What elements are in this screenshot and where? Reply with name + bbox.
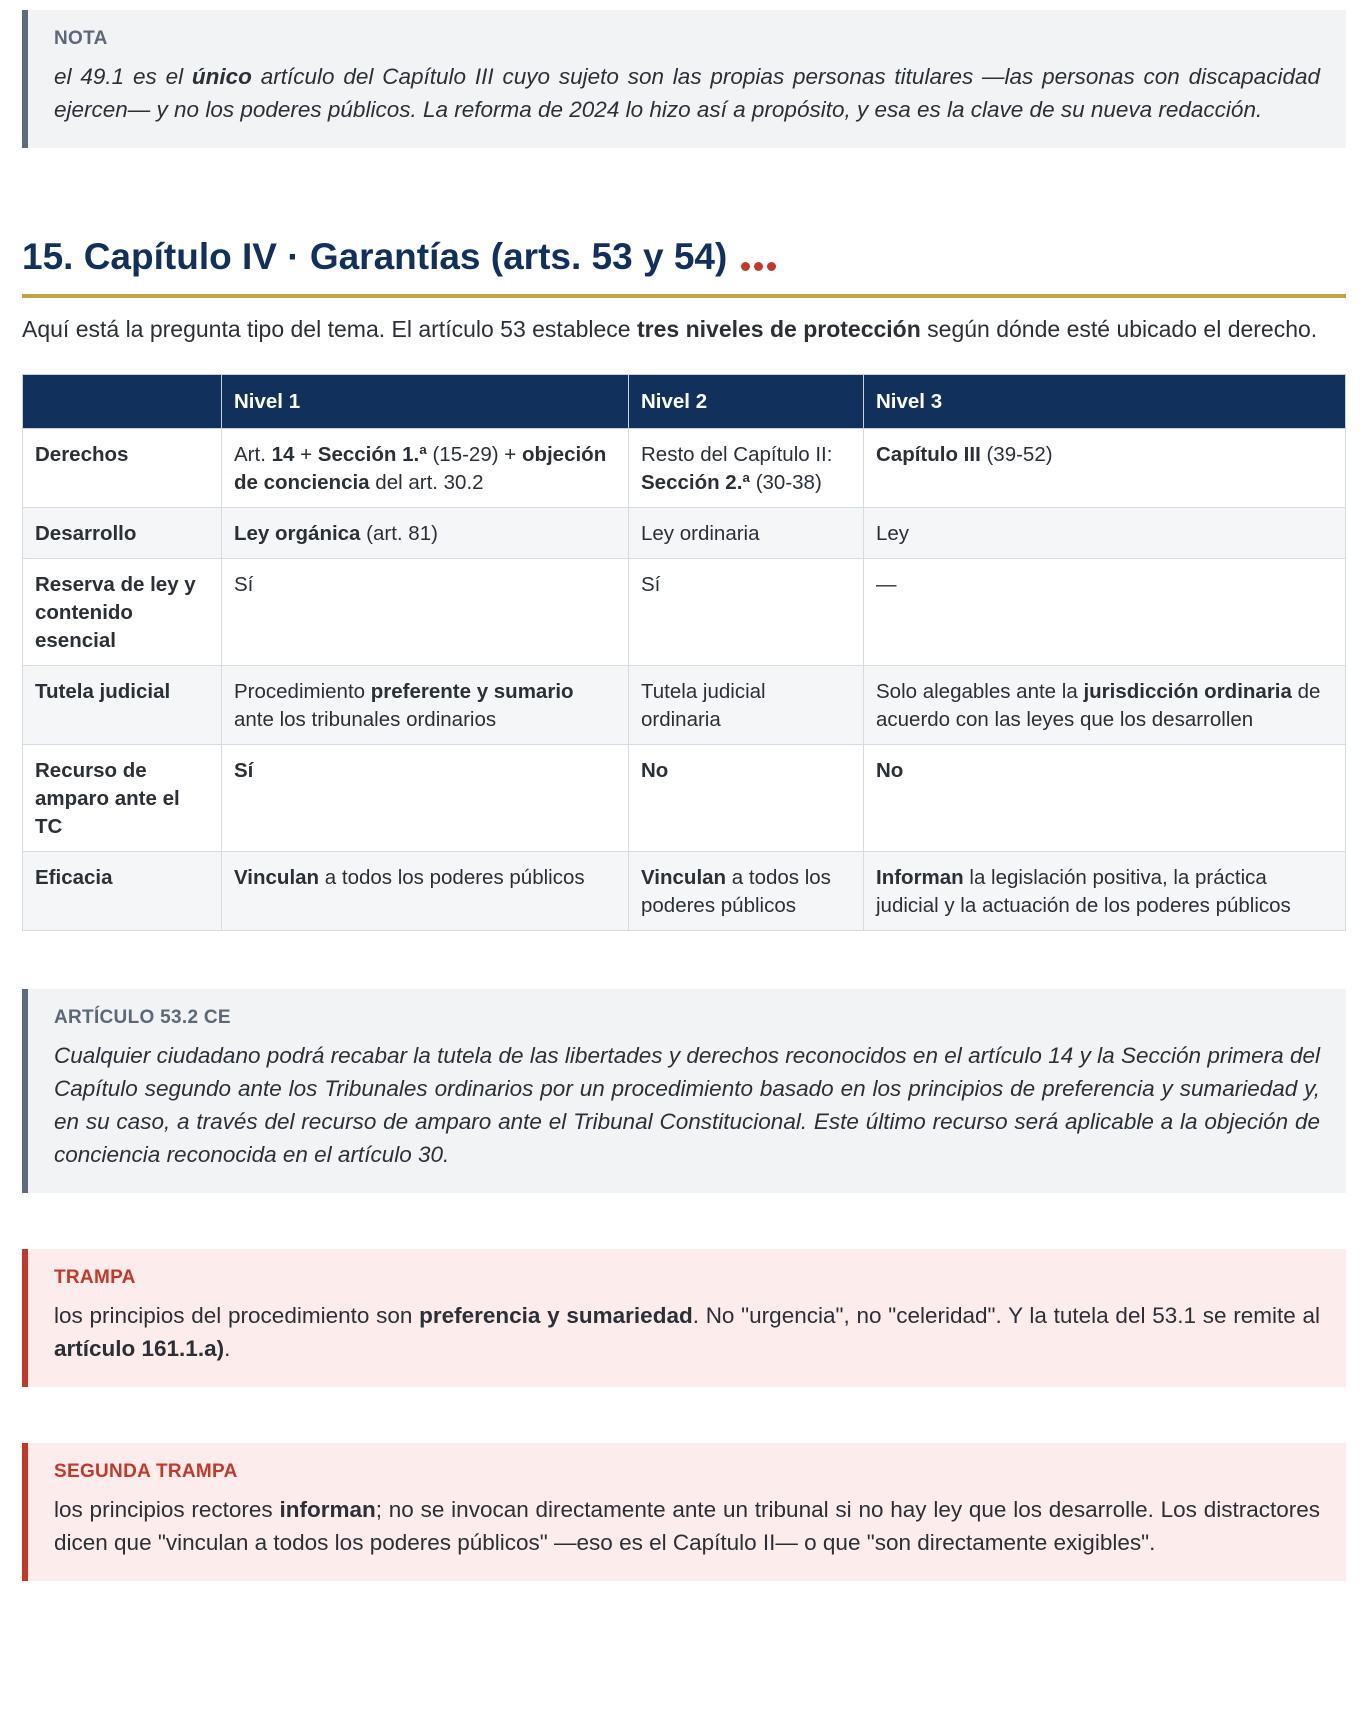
cell-text: a todos los poderes públicos [319,866,585,890]
cell-desarrollo-n1 [222,508,629,559]
section-title [22,232,1346,284]
note-text [54,60,1320,126]
cell-text: + [294,443,318,467]
intro-c: según dónde esté ubicado el derecho. [920,316,1318,343]
page [0,10,1368,1581]
cell-tutela-n3 [864,666,1346,745]
trap-text-e: . [224,1336,231,1362]
cell-text: Resto del Capítulo II: [641,443,833,467]
intro-a: Aquí está la pregunta tipo del tema. El artículo 53 establece [22,316,637,343]
cell-text: de acuerdo con las leyes que los desarrollen [876,680,1321,732]
note-tag: NOTA [54,28,108,49]
second-trap-text-a: los principios rectores [54,1497,280,1523]
second-trap-emphasis: informan [279,1497,376,1523]
trap-tag: TRAMPA [54,1267,136,1289]
cell-derechos-n3 [864,429,1346,508]
header-nivel-3: Nivel 3 [864,375,1346,429]
header-empty [23,375,222,429]
cell-bold: No [641,759,669,783]
note-callout [22,10,1346,148]
intro-emphasis: tres niveles de protección [637,316,921,343]
row-label-derechos: Derechos [23,429,222,508]
row-label-desarrollo: Desarrollo [23,508,222,559]
trap-text-c: . No "urgencia", no "celeridad". Y la tutela del 53.1 se remite al [692,1303,1320,1329]
table-row [23,745,1346,852]
row-label-tutela: Tutela judicial [23,666,222,745]
cell-tutela-n1 [222,666,629,745]
cell-bold: No [876,759,904,783]
section-intro [22,308,1346,350]
cell-bold: preferente y sumario [370,680,574,704]
cell-reserva-n2: Sí [629,559,864,666]
cell-bold: Sección 1.ª [317,443,427,467]
cell-derechos-n2 [629,429,864,508]
trap-callout [22,1249,1346,1387]
cell-text: del art. 30.2 [369,471,484,495]
cell-bold: Vinculan [641,866,727,890]
row-label-reserva: Reserva de ley y contenido esencial [23,559,222,666]
cell-eficacia-n2 [629,852,864,931]
second-trap-text [54,1493,1320,1559]
cell-bold: Ley orgánica [234,522,361,546]
trap-text-emphasis: preferencia y sumariedad [419,1303,693,1329]
cell-amparo-n1 [222,745,629,852]
cell-eficacia-n1 [222,852,629,931]
cell-text: (art. 81) [360,522,438,546]
trap-text-article: artículo 161.1.a) [54,1336,225,1362]
cell-text: la legislación positiva, la práctica judicial y la actuación de los poderes públicos [876,866,1291,918]
cell-eficacia-n3 [864,852,1346,931]
article-53-2-callout [22,989,1346,1193]
table-row [23,559,1346,666]
law-text: Cualquier ciudadano podrá recabar la tutela de las libertades y derechos reconocidos en el artículo 14 y la Sección primera del Capítulo segundo ante los Tribunales ordinarios por un procedimiento basado en los principios de preferencia y sumariedad y, en su caso, a través del recurso de amparo ante el Tribunal Constitucional. Este último recurso será aplicable a la objeción de conciencia reconocida en el artículo 30. [54,1043,1320,1168]
header-nivel-2: Nivel 2 [629,375,864,429]
cell-bold: 14 [271,443,295,467]
cell-amparo-n2 [629,745,864,852]
cell-amparo-n3 [864,745,1346,852]
note-text-c: artículo del Capítulo III cuyo sujeto son las propias personas titulares —las personas con discapacidad ejercen— y no los poderes públicos. La reforma de 2024 lo hizo así a propósito, y esa es la clave de su nueva redacción. [54,64,1320,122]
section-divider [22,294,1346,298]
cell-reserva-n1: Sí [222,559,629,666]
cell-text: (15-29) + [426,443,522,467]
second-trap-tag: SEGUNDA TRAMPA [54,1461,238,1483]
cell-text: Art. [234,443,272,467]
cell-bold: objeción de conciencia [234,443,607,495]
note-text-a: el 49.1 es el [54,64,192,89]
second-trap-text-c: ; no se invocan directamente ante un tribunal si no hay ley que los desarrolle. Los distractores dicen que "vinculan a todos los poderes públicos" —eso es el Capítulo II— o que "son directamente exigibles". [54,1497,1321,1556]
cell-text: (30-38) [750,471,822,495]
section-title-text: 15. Capítulo IV · Garantías (arts. 53 y 54) [22,236,728,277]
cell-bold: Sí [234,759,254,783]
cell-text: Solo alegables ante la [876,680,1084,704]
table-row [23,852,1346,931]
row-label-amparo: Recurso de amparo ante el TC [23,745,222,852]
table-header-row [23,375,1346,429]
note-text-emphasis: único [191,64,252,89]
cell-desarrollo-n2: Ley ordinaria [629,508,864,559]
trap-text [54,1299,1320,1365]
cell-derechos-n1 [222,429,629,508]
cell-desarrollo-n3: Ley [864,508,1346,559]
cell-bold: Sección 2.ª [641,471,750,495]
row-label-eficacia: Eficacia [23,852,222,931]
cell-tutela-n2: Tutela judicial ordinaria [629,666,864,745]
cell-text: (39-52) [980,443,1053,467]
table-row [23,429,1346,508]
trap-text-a: los principios del procedimiento son [54,1303,420,1329]
cell-text: ante los tribunales ordinarios [234,708,497,732]
cell-bold: Informan [876,866,964,890]
law-tag: ARTÍCULO 53.2 CE [54,1007,231,1029]
cell-bold: Capítulo III [876,443,981,467]
cell-reserva-n3: — [864,559,1346,666]
table-row [23,508,1346,559]
cell-text: a todos los poderes públicos [641,866,831,918]
protection-levels-table [22,374,1346,931]
cell-bold: Vinculan [234,866,320,890]
second-trap-callout [22,1443,1346,1581]
more-dots-icon [741,234,780,284]
cell-text: Procedimiento [234,680,371,704]
table-row [23,666,1346,745]
cell-bold: jurisdicción ordinaria [1083,680,1292,704]
header-nivel-1: Nivel 1 [222,375,629,429]
